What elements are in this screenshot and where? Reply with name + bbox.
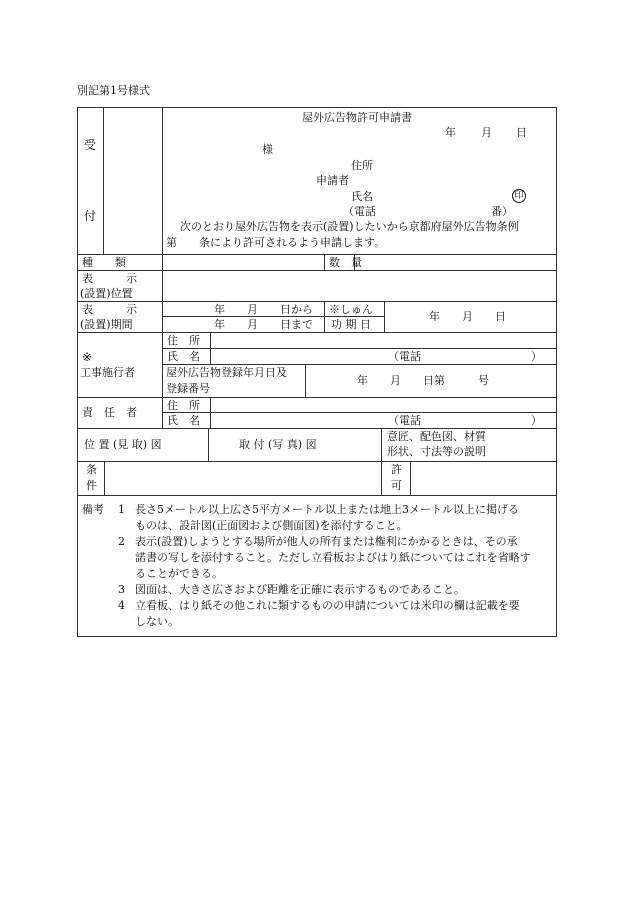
form-number: 別記第1号様式 — [77, 84, 150, 97]
contractor-address-label: 住 所 — [167, 334, 200, 347]
note-text: ものは、設計図(正面図および側面図)を添付すること。 — [135, 519, 408, 532]
applicant-label: 申請者 — [316, 174, 349, 187]
note-number: 4 — [118, 599, 125, 612]
period-from: 年 月 日から — [214, 303, 313, 316]
contractor-phone-label: （電話 — [388, 350, 421, 363]
manager-label: 責 任 者 — [82, 406, 137, 419]
manager-phone-close: ） — [531, 414, 542, 427]
manager-address-label: 住 所 — [167, 399, 200, 412]
contractor-name-label: 氏 名 — [167, 350, 200, 363]
completion-date: 年 月 日 — [429, 310, 506, 323]
date-day: 日 — [516, 126, 527, 139]
application-body-line1: 次のとおり屋外広告物を表示(設置)したいから京都府屋外広告物条例 — [180, 220, 519, 233]
registration-value: 年 月 日第 号 — [357, 374, 489, 387]
registration-label-1: 屋外広告物登録年月日及 — [166, 366, 287, 379]
note-number: 3 — [118, 583, 125, 596]
location-label-2: (設置)位置 — [80, 287, 133, 300]
note-text: ることができる。 — [135, 567, 223, 580]
kind-label: 種 類 — [82, 256, 126, 269]
note-text: 立看板、はり紙その他これに類するものの申請については米印の欄は記載を要 — [135, 599, 520, 612]
name-label: 氏名 — [351, 190, 373, 203]
date-month: 月 — [481, 126, 492, 139]
addressee-suffix: 様 — [262, 143, 273, 156]
period-to: 年 月 日まで — [214, 318, 313, 331]
receipt-label-1: 受 — [84, 138, 97, 152]
receipt-label-2: 付 — [84, 209, 97, 223]
address-label: 住所 — [351, 159, 373, 172]
permit-label-2: 可 — [391, 479, 402, 492]
quantity-label: 数 量 — [329, 256, 362, 269]
conditions-label-1: 条 — [86, 463, 97, 476]
manager-phone-label: （電話 — [388, 414, 421, 427]
note-text: 表示(設置)しようとする場所が他人の所有または権利にかかるときは、その承 — [135, 535, 518, 548]
application-body-line2: 第 条により許可されるよう申請します。 — [166, 236, 386, 249]
permit-label-1: 許 — [391, 463, 402, 476]
note-text: 図面は、大きさ広さおよび距離を正確に表示するものであること。 — [135, 583, 465, 596]
completion-label-1: ※しゅん — [329, 303, 373, 316]
period-label-2: (設置)期間 — [80, 318, 133, 331]
phone-close: 番） — [491, 205, 513, 218]
note-number: 1 — [118, 503, 125, 516]
contractor-mark: ※ — [82, 350, 93, 364]
design-label-2: 形状、寸法等の説明 — [387, 445, 486, 458]
seal-icon: 印 — [512, 189, 526, 203]
note-text: しない。 — [135, 615, 179, 628]
phone-open: （電話 — [343, 205, 376, 218]
map-label: 位 置 (見 取) 図 — [84, 438, 162, 451]
form-title: 屋外広告物許可申請書 — [302, 111, 412, 124]
photo-label: 取 付 (写 真) 図 — [239, 438, 317, 451]
conditions-label-2: 件 — [86, 479, 97, 492]
date-year: 年 — [445, 126, 456, 139]
manager-name-label: 氏 名 — [167, 414, 200, 427]
contractor-label: 工事施行者 — [80, 366, 135, 379]
location-label-1: 表 示 — [82, 272, 137, 285]
note-text: 長さ5メートル以上広さ5平方メートル以上または地上3メートル以上に掲げる — [135, 503, 519, 516]
period-label-1: 表 示 — [82, 303, 137, 316]
completion-label-2: 功 期 日 — [331, 318, 371, 331]
note-number: 2 — [118, 535, 125, 548]
contractor-phone-close: ） — [531, 350, 542, 363]
notes-title: 備考 — [82, 503, 104, 516]
registration-label-2: 登録番号 — [166, 382, 210, 395]
note-text: 諾書の写しを添付すること。ただし立看板およびはり紙についてはこれを省略す — [135, 551, 531, 564]
design-label-1: 意匠、配色図、材質 — [387, 430, 486, 443]
